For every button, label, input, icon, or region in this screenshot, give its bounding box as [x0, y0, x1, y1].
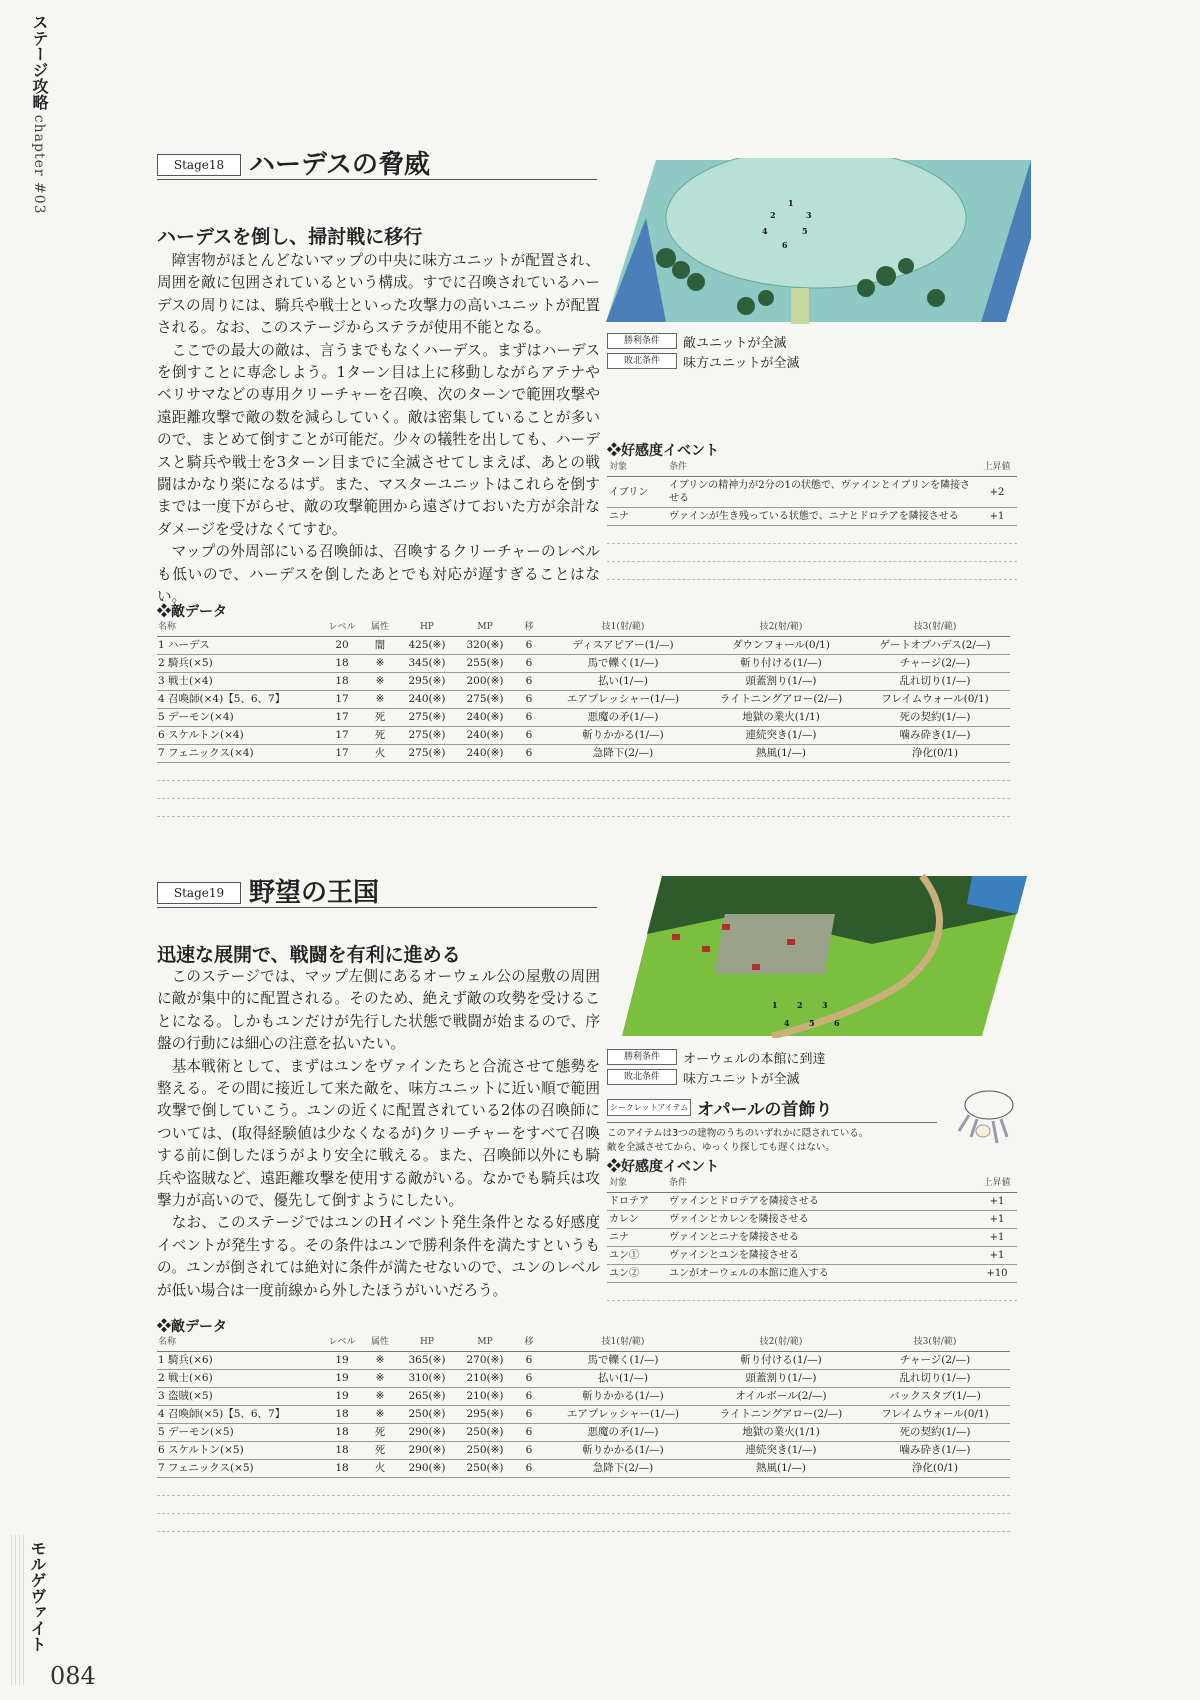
table-cell: 20	[335, 639, 349, 651]
stage19-events-table	[607, 1175, 1017, 1301]
lose-condition: 味方ユニットが全滅	[683, 1071, 800, 1087]
table-cell: 1 騎兵(×6)	[158, 1354, 213, 1366]
map-label: 2	[770, 210, 776, 220]
table-row	[607, 1265, 1017, 1283]
table-cell: 悪魔の矛(1/—)	[587, 711, 659, 723]
table-cell: 365(※)	[408, 1354, 446, 1366]
table-cell: ドロテア	[609, 1196, 649, 1207]
paragraph: このステージでは、マップ左側にあるオーウェル公の屋敷の周囲に敵が集中的に配置される。そのため、絶えず敵の攻勢を受けることになる。しかもユンだけが先行した状態で戦闘が始まるので、序盤の行動には細心の注意を払いたい。	[157, 968, 600, 1053]
chapter-number: chapter #03	[31, 114, 47, 215]
fine-print	[8, 1535, 26, 1685]
table-cell: 払い(1/—)	[598, 1372, 648, 1384]
table-cell: 頭蓋割り(1/—)	[745, 675, 817, 687]
table-cell: ダウンフォール(0/1)	[732, 639, 830, 651]
table-cell: 熱風(1/—)	[756, 747, 806, 759]
table-cell: 275(※)	[408, 729, 446, 741]
column-header: 技1(射/範)	[601, 622, 645, 632]
table-row	[607, 1229, 1017, 1247]
table-cell: 急降下(2/—)	[592, 747, 654, 759]
column-header: 技2(射/範)	[759, 622, 803, 632]
table-cell: 270(※)	[466, 1354, 504, 1366]
stage-title: 野望の王国	[249, 878, 380, 908]
paragraph: 基本戦術として、まずはユンをヴァインたちと合流させて態勢を整える。その間に接近して来た敵を、味方ユニットに近い順で範囲攻撃で倒していこう。ユンの近くに配置されている2体の召喚師については、(取得経験値は少なくなるが)クリーチャーをすべて召喚する前に倒したほうがより安全に戦える。また、召喚師以外にも騎兵や盗賊など、遠距離攻撃を使用する敵がいる。なかでも騎兵は攻撃力が高いので、優先して倒すようにしたい。	[157, 1057, 600, 1210]
secret-item	[607, 1095, 1017, 1155]
table-cell: 18	[335, 1444, 349, 1456]
stage19-header	[157, 878, 597, 908]
column-header: 技2(射/範)	[759, 1337, 803, 1347]
table-cell: 火	[374, 747, 386, 759]
table-cell: ヴァインとカレンを隣接させる	[669, 1214, 809, 1225]
chapter-label	[30, 14, 48, 215]
table-cell: ※	[375, 693, 385, 705]
map-label: 6	[834, 1018, 840, 1028]
table-cell: 斬り付ける(1/—)	[740, 1354, 822, 1366]
table-cell: 17	[335, 729, 349, 741]
column-header: 名称	[158, 1337, 177, 1347]
table-cell: ディスアピアー(1/—)	[572, 639, 674, 651]
table-row	[157, 727, 1010, 745]
necklace-illustration	[947, 1083, 1017, 1153]
table-cell: 19	[335, 1354, 349, 1366]
lose-label: 敗北条件	[607, 353, 677, 369]
table-cell: 4 召喚師(×5)【5、6、7】	[158, 1408, 286, 1420]
table-cell: 2 騎兵(×5)	[158, 657, 213, 669]
table-cell: 250(※)	[466, 1444, 504, 1456]
stage-label: Stage19	[157, 882, 241, 904]
table-cell: 310(※)	[408, 1372, 446, 1384]
table-cell: +1	[989, 1196, 1005, 1207]
table-row	[157, 673, 1010, 691]
table-header	[607, 459, 1017, 477]
table-cell: +1	[989, 1214, 1005, 1225]
table-cell: 6	[525, 729, 533, 741]
table-row	[157, 745, 1010, 763]
enemy-data-title: ❖敵データ	[157, 604, 227, 620]
secret-item-name: オパールの首飾り	[697, 1100, 833, 1120]
table-cell: ライトニングアロー(2/—)	[719, 1408, 843, 1420]
secret-item-label: シークレットアイテム	[607, 1099, 691, 1116]
table-header	[157, 1334, 1010, 1352]
table-cell: ヴァインが生き残っている状態で、ニナとドロテアを隣接させる	[669, 511, 959, 522]
table-row	[157, 1424, 1010, 1442]
column-header: 技1(射/範)	[601, 1337, 645, 1347]
table-cell: 290(※)	[408, 1462, 446, 1474]
stage18-header	[157, 150, 597, 180]
paragraph: 障害物がほとんどないマップの中央に味方ユニットが配置され、周囲を敵に包囲されているという構成。すでに召喚されているハーデスの周りには、騎兵や戦士といった攻撃力の高いユニットが配置される。なお、このステージからステラが使用不能となる。	[157, 252, 600, 337]
table-cell: 275(※)	[466, 693, 504, 705]
table-cell: 255(※)	[466, 657, 504, 669]
blank-row	[157, 1496, 1010, 1514]
table-cell: 浄化(0/1)	[911, 1462, 959, 1474]
table-cell: 19	[335, 1390, 349, 1402]
table-cell: 4 召喚師(×4)【5、6、7】	[158, 693, 286, 705]
map-label: 6	[782, 240, 788, 250]
table-cell: 6	[525, 639, 533, 651]
column-header: MP	[477, 1337, 493, 1347]
column-header: レベル	[328, 1337, 356, 1347]
table-cell: ※	[375, 675, 385, 687]
table-cell: 地獄の業火(1/1)	[742, 1426, 820, 1438]
stage18-map	[606, 158, 1031, 324]
lose-condition: 味方ユニットが全滅	[683, 355, 800, 371]
table-cell: 6 スケルトン(×5)	[158, 1444, 244, 1456]
events-title: ❖好感度イベント	[607, 1159, 719, 1175]
table-cell: 295(※)	[408, 675, 446, 687]
table-row	[157, 1460, 1010, 1478]
column-header: HP	[420, 1337, 434, 1347]
table-row	[607, 508, 1017, 526]
stage18-body	[157, 250, 600, 609]
column-header: 属性	[370, 1337, 389, 1347]
table-cell: 19	[335, 1372, 349, 1384]
table-cell: 18	[335, 675, 349, 687]
table-cell: ヴァインとニナを隣接させる	[669, 1232, 799, 1243]
table-row	[157, 1388, 1010, 1406]
table-cell: 18	[335, 1408, 349, 1420]
table-cell: ユン②	[609, 1268, 639, 1279]
table-cell: 240(※)	[466, 711, 504, 723]
table-cell: 425(※)	[408, 639, 446, 651]
stage18-subtitle: ハーデスを倒し、掃討戦に移行	[157, 226, 423, 248]
table-cell: ※	[375, 1408, 385, 1420]
table-cell: +1	[989, 511, 1005, 522]
table-cell: エアプレッシャー(1/—)	[566, 1408, 680, 1420]
table-cell: 6	[525, 1354, 533, 1366]
table-cell: 火	[374, 1462, 386, 1474]
table-cell: 200(※)	[466, 675, 504, 687]
table-cell: 210(※)	[466, 1372, 504, 1384]
table-cell: 275(※)	[408, 711, 446, 723]
map-label: 1	[788, 198, 794, 208]
win-condition: オーウェルの本館に到達	[683, 1051, 826, 1067]
table-cell: 18	[335, 1462, 349, 1474]
table-cell: 295(※)	[466, 1408, 504, 1420]
column-header: 条件	[669, 462, 688, 472]
column-header: 条件	[669, 1178, 688, 1188]
map-label: 2	[797, 1000, 803, 1010]
blank-row	[607, 562, 1017, 580]
map-label: 5	[802, 226, 808, 236]
stage18-events-table	[607, 459, 1017, 580]
column-header: 移	[524, 622, 534, 632]
table-row	[157, 1352, 1010, 1370]
table-cell: チャージ(2/—)	[899, 1354, 971, 1366]
table-cell: 6	[525, 675, 533, 687]
win-condition: 敵ユニットが全滅	[683, 335, 787, 351]
table-cell: ※	[375, 657, 385, 669]
table-cell: 265(※)	[408, 1390, 446, 1402]
table-cell: 240(※)	[408, 693, 446, 705]
table-cell: 熱風(1/—)	[756, 1462, 806, 1474]
table-cell: ニナ	[609, 511, 629, 522]
page-number: 084	[50, 1662, 96, 1690]
table-cell: 290(※)	[408, 1426, 446, 1438]
table-cell: 噛み砕き(1/—)	[899, 729, 971, 741]
table-cell: 240(※)	[466, 747, 504, 759]
table-cell: 5 デーモン(×4)	[158, 711, 234, 723]
table-row	[607, 1193, 1017, 1211]
column-header: 上昇値	[983, 1178, 1011, 1188]
table-cell: +1	[989, 1250, 1005, 1261]
table-cell: ヴァインとユンを隣接させる	[669, 1250, 799, 1261]
table-row	[607, 477, 1017, 508]
table-cell: 噛み砕き(1/—)	[899, 1444, 971, 1456]
table-cell: 乱れ切り(1/—)	[899, 1372, 971, 1384]
table-cell: 275(※)	[408, 747, 446, 759]
table-cell: 地獄の業火(1/1)	[742, 711, 820, 723]
table-cell: 6	[525, 1462, 533, 1474]
map-label: 4	[784, 1018, 790, 1028]
table-cell: イブリンの精神力が2分の1の状態で、ヴァインとイブリンを隣接させる	[669, 480, 971, 504]
win-label: 勝利条件	[607, 1049, 677, 1065]
table-cell: カレン	[609, 1214, 639, 1225]
table-cell: 18	[335, 1426, 349, 1438]
column-header: 対象	[609, 462, 628, 472]
game-logo: モルゲヴァイト	[28, 1540, 47, 1652]
stage19-map	[622, 874, 1027, 1038]
stage19-body	[157, 966, 600, 1302]
map-label: 4	[762, 226, 768, 236]
events-title: ❖好感度イベント	[607, 443, 719, 459]
column-header: 移	[524, 1337, 534, 1347]
table-cell: 250(※)	[466, 1462, 504, 1474]
blank-row	[157, 1478, 1010, 1496]
column-header: 属性	[370, 622, 389, 632]
table-cell: 斬りかかる(1/—)	[582, 1390, 664, 1402]
table-cell: +10	[986, 1268, 1008, 1279]
table-cell: 6	[525, 693, 533, 705]
table-cell: +2	[989, 486, 1005, 498]
blank-row	[157, 763, 1010, 781]
table-cell: 320(※)	[466, 639, 504, 651]
table-cell: ※	[375, 1354, 385, 1366]
table-cell: 7 フェニックス(×4)	[158, 747, 254, 759]
blank-row	[157, 781, 1010, 799]
table-cell: ユンがオーウェルの本館に進入する	[669, 1268, 829, 1279]
stage19-subtitle: 迅速な展開で、戦闘を有利に進める	[157, 944, 461, 966]
table-cell: 6	[525, 1408, 533, 1420]
table-cell: 250(※)	[466, 1426, 504, 1438]
table-row	[157, 709, 1010, 727]
table-cell: 17	[335, 711, 349, 723]
secret-item-desc: 敵を全滅させてから、ゆっくり探しても遅くはない。	[607, 1142, 835, 1153]
table-cell: チャージ(2/—)	[899, 657, 971, 669]
table-cell: 悪魔の矛(1/—)	[587, 1426, 659, 1438]
table-row	[157, 1442, 1010, 1460]
stage-label: Stage18	[157, 154, 241, 176]
table-cell: 6	[525, 747, 533, 759]
table-cell: 3 盗賊(×5)	[158, 1390, 213, 1402]
table-row	[157, 655, 1010, 673]
table-cell: 345(※)	[408, 657, 446, 669]
stage18-enemy-table	[157, 619, 1010, 817]
table-cell: 連続突き(1/—)	[745, 729, 817, 741]
stage19-enemy-table	[157, 1334, 1010, 1532]
table-cell: 6	[525, 657, 533, 669]
column-header: MP	[477, 622, 493, 632]
table-header	[157, 619, 1010, 637]
table-row	[157, 637, 1010, 655]
table-cell: 死の契約(1/—)	[899, 1426, 971, 1438]
table-cell: 馬で轢く(1/—)	[587, 657, 659, 669]
paragraph: マップの外周部にいる召喚師は、召喚するクリーチャーのレベルも低いので、ハーデスを倒したあとでも対応が遅すぎることはない。	[157, 543, 600, 606]
table-cell: 急降下(2/—)	[592, 1462, 654, 1474]
column-header: レベル	[328, 622, 356, 632]
column-header: 技3(射/範)	[913, 622, 957, 632]
table-cell: 斬り付ける(1/—)	[740, 657, 822, 669]
table-row	[607, 1211, 1017, 1229]
table-cell: 18	[335, 657, 349, 669]
table-cell: ニナ	[609, 1232, 629, 1243]
table-cell: 6	[525, 1426, 533, 1438]
table-cell: ヴァインとドロテアを隣接させる	[669, 1196, 819, 1207]
map-label: 1	[772, 1000, 778, 1010]
table-cell: 死の契約(1/—)	[899, 711, 971, 723]
table-cell: ゲートオブハデス(2/—)	[879, 639, 991, 651]
table-row	[157, 691, 1010, 709]
table-row	[157, 1406, 1010, 1424]
table-cell: オイルボール(2/—)	[735, 1390, 827, 1402]
table-cell: 死	[374, 711, 386, 723]
table-cell: 死	[374, 729, 386, 741]
table-cell: 3 戦士(×4)	[158, 675, 213, 687]
table-cell: 死	[374, 1426, 386, 1438]
table-cell: 闇	[374, 639, 386, 651]
blank-row	[157, 799, 1010, 817]
table-cell: 17	[335, 693, 349, 705]
table-cell: 2 戦士(×6)	[158, 1372, 213, 1384]
stage19-conditions	[607, 1047, 825, 1087]
blank-row	[607, 1283, 1017, 1301]
table-cell: ライトニングアロー(2/—)	[719, 693, 843, 705]
table-cell: 馬で轢く(1/—)	[587, 1354, 659, 1366]
enemy-data-title: ❖敵データ	[157, 1319, 227, 1335]
blank-row	[607, 526, 1017, 544]
table-cell: 1 ハーデス	[158, 639, 210, 651]
column-header: 名称	[158, 622, 177, 632]
table-cell: 5 デーモン(×5)	[158, 1426, 234, 1438]
table-cell: 6	[525, 1372, 533, 1384]
column-header: 上昇値	[983, 462, 1011, 472]
table-cell: エアプレッシャー(1/—)	[566, 693, 680, 705]
table-cell: 6	[525, 1444, 533, 1456]
table-cell: 290(※)	[408, 1444, 446, 1456]
table-cell: 6	[525, 711, 533, 723]
column-header: 対象	[609, 1178, 628, 1188]
table-cell: 7 フェニックス(×5)	[158, 1462, 254, 1474]
table-header	[607, 1175, 1017, 1193]
table-cell: 250(※)	[408, 1408, 446, 1420]
table-cell: 頭蓋割り(1/—)	[745, 1372, 817, 1384]
stage-title: ハーデスの脅威	[249, 150, 430, 180]
paragraph: なお、このステージではユンのHイベント発生条件となる好感度イベントが発生する。その条件はユンで勝利条件を満たすというもの。ユンが倒されては絶対に条件が満たせないので、ユンのレベルが低い場合は一度前線から外したほうがいいだろう。	[157, 1214, 600, 1299]
column-header: HP	[420, 622, 434, 632]
blank-row	[607, 544, 1017, 562]
paragraph: ここでの最大の敵は、言うまでもなくハーデス。まずはハーデスを倒すことに専念しよう。1ターン目は上に移動しながらアテナやベリサマなどの専用クリーチャーを召喚、次のターンで範囲攻撃や遠距離攻撃で敵の数を減らしていく。敵は密集していることが多いので、まとめて倒すことが可能だ。少々の犠牲を出しても、ハーデスと騎兵や戦士を3ターン目までに全滅させてしまえば、あとの戦闘はかなり楽になるはず。また、マスターユニットはこれらを倒すまでは一度下がらせ、敵の攻撃範囲から遠ざけておいた方が余計なダメージを受けなくてすむ。	[157, 341, 600, 538]
lose-label: 敗北条件	[607, 1069, 677, 1085]
table-cell: 死	[374, 1444, 386, 1456]
table-cell: フレイムウォール(0/1)	[881, 1408, 989, 1420]
map-label: 3	[822, 1000, 828, 1010]
stage18-conditions	[607, 331, 799, 371]
table-cell: 17	[335, 747, 349, 759]
table-cell: 斬りかかる(1/—)	[582, 1444, 664, 1456]
map-label: 3	[806, 210, 812, 220]
table-cell: フレイムウォール(0/1)	[881, 693, 989, 705]
table-cell: ユン①	[609, 1250, 639, 1261]
win-label: 勝利条件	[607, 333, 677, 349]
table-cell: +1	[989, 1232, 1005, 1243]
chapter-title: ステージ攻略	[30, 14, 49, 110]
secret-item-desc: このアイテムは3つの建物のうちのいずれかに隠されている。	[607, 1128, 869, 1139]
table-row	[157, 1370, 1010, 1388]
table-cell: 6 スケルトン(×4)	[158, 729, 244, 741]
table-cell: イブリン	[609, 486, 649, 498]
table-cell: 払い(1/—)	[598, 675, 648, 687]
table-cell: 斬りかかる(1/—)	[582, 729, 664, 741]
column-header: 技3(射/範)	[913, 1337, 957, 1347]
table-cell: 浄化(0/1)	[911, 747, 959, 759]
table-cell: 連続突き(1/—)	[745, 1444, 817, 1456]
table-cell: 乱れ切り(1/—)	[899, 675, 971, 687]
table-cell: 6	[525, 1390, 533, 1402]
table-cell: ※	[375, 1372, 385, 1384]
blank-row	[157, 1514, 1010, 1532]
table-cell: バックスタブ(1/—)	[889, 1390, 981, 1402]
table-cell: 210(※)	[466, 1390, 504, 1402]
map-label: 5	[809, 1018, 815, 1028]
table-cell: 240(※)	[466, 729, 504, 741]
table-cell: ※	[375, 1390, 385, 1402]
table-row	[607, 1247, 1017, 1265]
